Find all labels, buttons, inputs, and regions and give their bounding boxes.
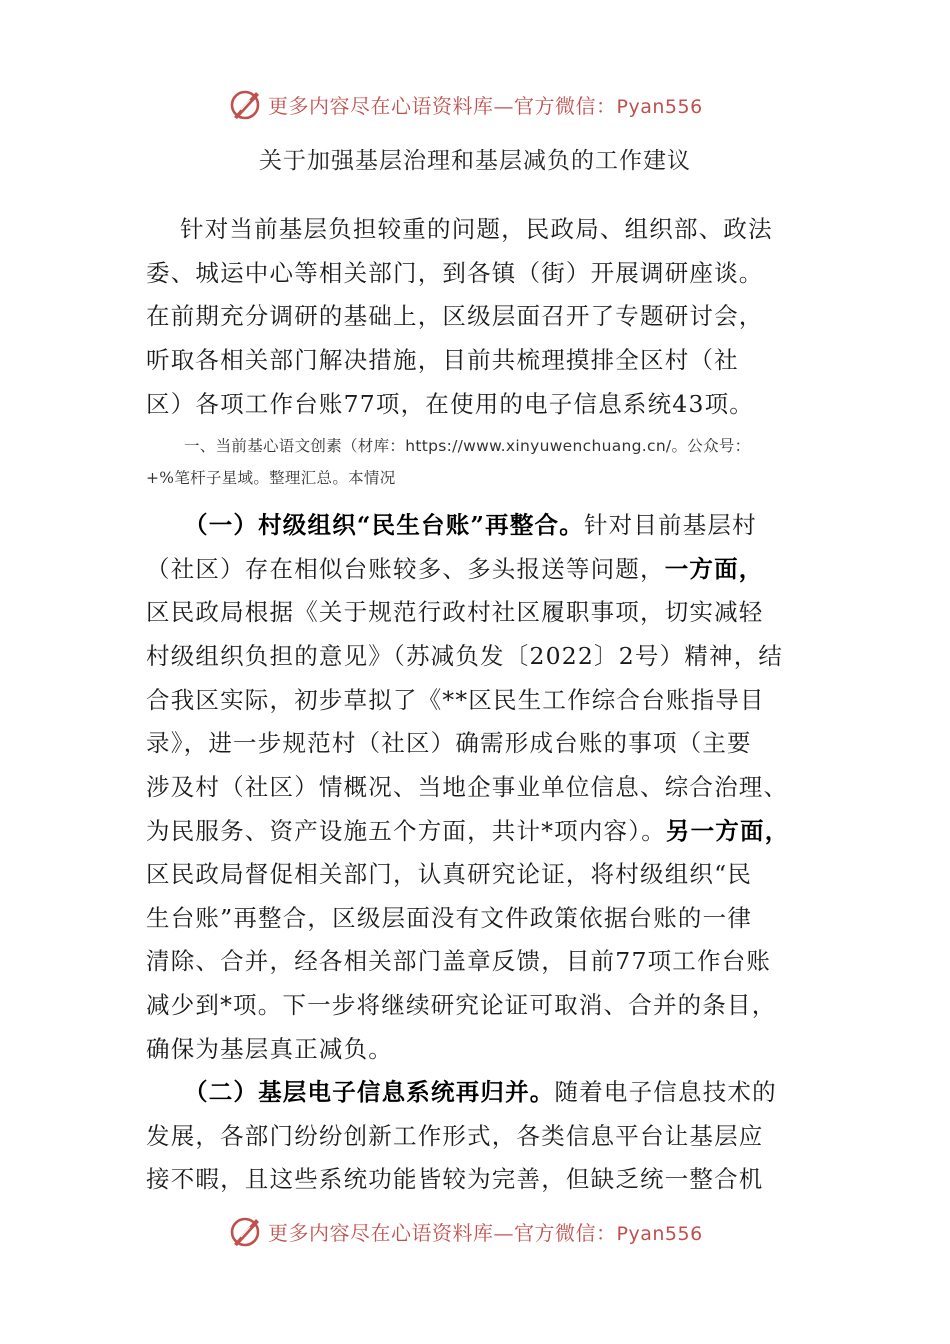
wechat-id: Pyan556 bbox=[616, 95, 703, 118]
intro-line-4: 听取各相关部门解决措施，目前共梳理摸排全区村（社 bbox=[146, 346, 739, 374]
footer-banner bbox=[228, 1211, 703, 1251]
section1-line-12: 减少到*项。下一步将继续研究论证可取消、合并的条目， bbox=[146, 991, 777, 1019]
intro-line-5: 区）各项工作台账77项，在使用的电子信息系统43项。 bbox=[146, 390, 755, 418]
section1-line-10: 生台账”再整合，区级层面没有文件政策依据台账的一律 bbox=[146, 904, 753, 932]
section1-line-2: （社区）存在相似台账较多、多头报送等问题，一方面， bbox=[146, 555, 764, 583]
intro-line-3: 在前期充分调研的基础上，区级层面召开了专题研讨会， bbox=[146, 302, 764, 330]
section1-line-1: （一）村级组织“民生台账”再整合。针对目前基层村 bbox=[184, 511, 757, 539]
section2-line-2: 发展，各部门纷纷创新工作形式，各类信息平台让基层应 bbox=[146, 1122, 764, 1150]
section1-line-3: 区民政局根据《关于规范行政村社区履职事项，切实减轻 bbox=[146, 598, 764, 626]
section1-heading: （一）村级组织“民生台账”再整合。 bbox=[184, 511, 584, 539]
watermark-line-2: +%笔杆子星域。整理汇总。本情况 bbox=[146, 469, 396, 487]
section1-line-6: 录》，进一步规范村（社区）确需形成台账的事项（主要 bbox=[146, 729, 752, 757]
section2-line-3: 接不暇，且这些系统功能皆较为完善，但缺乏统一整合机 bbox=[146, 1165, 764, 1193]
quill-logo-icon bbox=[228, 86, 264, 122]
section1-line-8: 为民服务、资产设施五个方面，共计*项内容）。另一方面， bbox=[146, 817, 790, 845]
section1-line-5: 合我区实际，初步草拟了《**区民生工作综合台账指导目 bbox=[146, 686, 765, 714]
section1-line-7: 涉及村（社区）情概况、当地企事业单位信息、综合治理、 bbox=[146, 773, 789, 801]
watermark-line-1: 一、当前基心语文创素（材库：https://www.xinyuwenchuang.cn/。公众号： bbox=[184, 437, 751, 455]
section2-line-1: （二）基层电子信息系统再归并。随着电子信息技术的 bbox=[184, 1078, 777, 1106]
section2-heading: （二）基层电子信息系统再归并。 bbox=[184, 1078, 555, 1106]
document-title: 关于加强基层治理和基层减负的工作建议 bbox=[259, 148, 691, 174]
intro-line-2: 委、城运中心等相关部门，到各镇（街）开展调研座谈。 bbox=[146, 259, 764, 287]
intro-line-1: 针对当前基层负担较重的问题，民政局、组织部、政法 bbox=[180, 215, 773, 243]
section1-line-13: 确保为基层真正减负。 bbox=[146, 1035, 393, 1063]
second-aspect-label: 另一方面， bbox=[665, 817, 790, 845]
section1-line-11: 清除、合并，经各相关部门盖章反馈，目前77项工作台账 bbox=[146, 947, 772, 975]
watermark-url: https://www.xinyuwenchuang.cn/ bbox=[405, 437, 672, 455]
banner-text: 更多内容尽在心语资料库—官方微信：Pyan556 bbox=[268, 1220, 703, 1245]
section1-line-9: 区民政局督促相关部门，认真研究论证，将村级组织“民 bbox=[146, 860, 753, 888]
wechat-id: Pyan556 bbox=[616, 1222, 703, 1245]
banner-text: 更多内容尽在心语资料库—官方微信：Pyan556 bbox=[268, 93, 703, 118]
section1-line-4: 村级组织负担的意见》（苏减负发〔2022〕2号）精神，结 bbox=[146, 642, 784, 670]
first-aspect-label: 一方面， bbox=[664, 555, 764, 583]
quill-logo-icon bbox=[228, 1213, 264, 1249]
header-banner bbox=[228, 84, 703, 124]
